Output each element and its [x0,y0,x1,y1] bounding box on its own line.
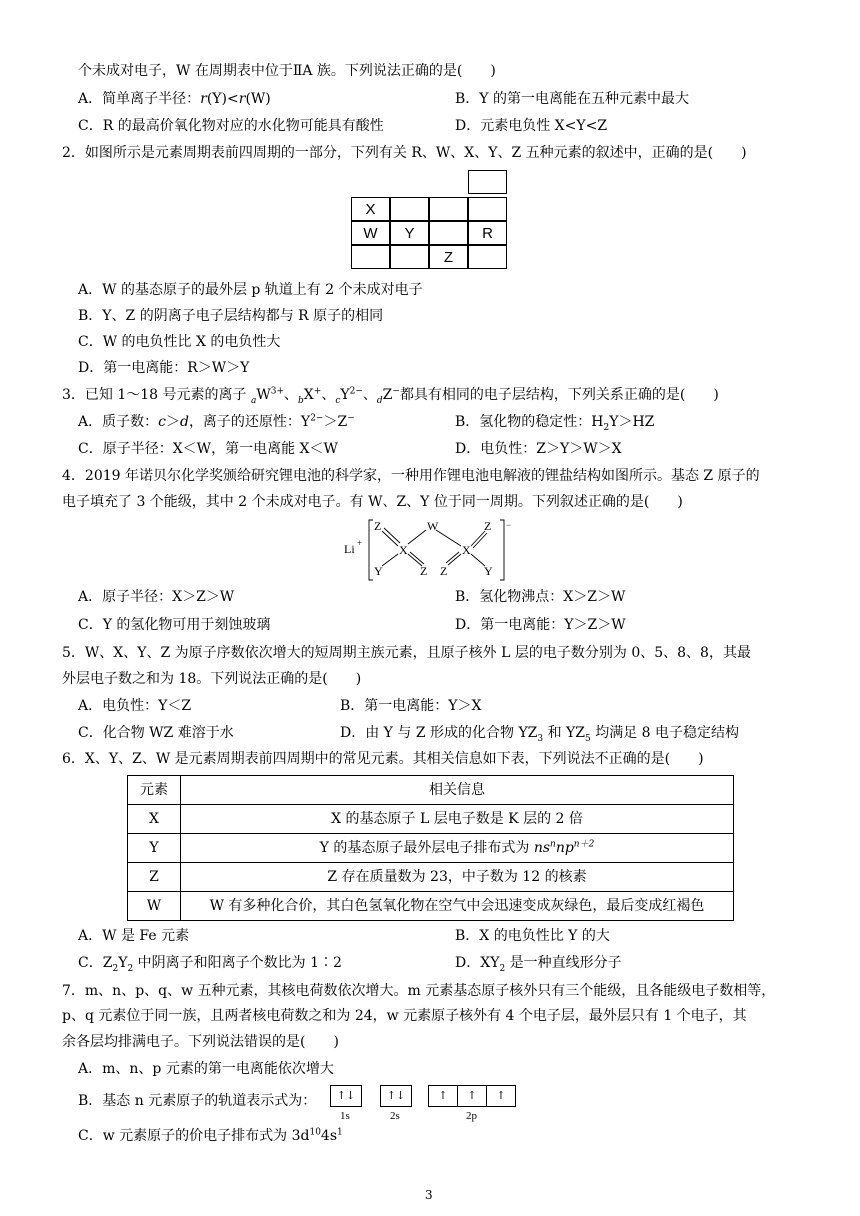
table-row [128,892,734,921]
q4-option-c: C．Y 的氢化物可用于刻蚀玻璃 [78,617,271,633]
q3-option-d: D．电负性：Z＞Y＞W＞X [455,441,622,457]
q6-option-d: D．$XY_2$ 是一种直线形分子 [455,955,622,974]
q6-option-a: A．W 是 Fe 元素 [78,928,190,944]
q5-option-b: B．第一电离能：Y＞X [340,698,482,714]
atom-z-top-right: Z [484,519,492,533]
q1-option-c: C．R 的最高价氧化物对应的水化物可能具有酸性 [78,118,384,134]
q7-stem-line1: 7．m、n、p、q、w 五种元素，其核电荷数依次增大。m 元素基态原子核外只有三个能级，且各能级电子数相等， [62,983,776,999]
table-header-info: 相关信息 [181,776,734,805]
q4-stem-line2: 电子填充了 3 个能级，其中 2 个未成对电子。有 W、Z、Y 位于同一周期。下列叙述正确的是( ) [62,494,683,510]
q3-stem: 3．已知 1～18 号元素的离子 $_aW^{3+}$、$_b$X+、$_cY^{2-}$、$_d$Z−都具有相同的电子层结构，下列关系正确的是( ) [62,386,719,406]
q4-option-b: B．氢化物沸点：X＞Z＞W [455,589,626,605]
q1-option-b: B．Y 的第一电离能在五种元素中最大 [455,91,689,107]
q5-stem-line2: 外层电子数之和为 18。下列说法正确的是( ) [62,671,362,687]
cell-r: R [468,221,507,245]
cell-w: W [351,221,390,245]
q5-option-d: D．由 Y 与 Z 形成的化合物 $YZ_3$ 和 $YZ_5$ 均满足 8 电子稳定结构 [340,725,740,744]
table-cell-element: Y [128,834,181,863]
table-cell-info: Z 存在质量数为 23，中子数为 12 的核素 [181,863,734,892]
q2-option-c: C．W 的电负性比 X 的电负性大 [78,334,281,350]
orbital-box-1s: ↑↓ [330,1085,362,1107]
q2-option-a: A．W 的基态原子的最外层 p 轨道上有 2 个未成对电子 [78,282,423,298]
q2-option-d: D．第一电离能：R＞W＞Y [78,360,250,376]
atom-z-bottom-2: Z [440,564,448,578]
table-row [128,805,734,834]
table-cell-element: X [128,805,181,834]
atom-x-right: X [462,543,471,557]
cell-y: Y [390,221,429,245]
li-charge: + [357,538,363,548]
table-row [128,834,734,863]
page-number: 3 [425,1188,433,1202]
atom-x-left: X [399,543,408,557]
atom-w: W [427,519,439,533]
table-cell-info: W 有多种化合价，其白色氢氧化物在空气中会迅速变成灰绿色，最后变成红褐色 [181,892,734,921]
q2-stem: 2．如图所示是元素周期表前四周期的一部分，下列有关 R、W、X、Y、Z 五种元素的叙述中，正确的是( ) [62,145,747,161]
q7-option-c: C．w 元素原子的价电子排布式为 $3d^{10}4s^1$ [78,1127,343,1144]
q1-option-d: D．元素电负性 X<Y<Z [455,118,608,134]
table-header-row [128,776,734,805]
atom-y-bottom-left: Y [374,564,383,578]
lithium-salt-structure [340,518,520,584]
orbital-label-2s: 2s [390,1110,400,1122]
orbital-label-2p: 2p [466,1110,477,1122]
q5-stem-line1: 5．W、X、Y、Z 为原子序数依次增大的短周期主族元素，且原子核外 L 层的电子数分别为 0、5、8、8，其最 [62,645,751,661]
q7-option-b: B．基态 n 元素原子的轨道表示式为： [78,1093,317,1109]
orbital-box-2p: ↑ ↑ ↑ [428,1085,516,1107]
q3-option-c: C．原子半径：X＜W，第一电离能 X＜W [78,441,338,457]
q5-option-c: C．化合物 WZ 难溶于水 [78,725,234,741]
cell-x: X [351,197,390,221]
orbital-label-1s: 1s [340,1110,350,1122]
q6-stem: 6．X、Y、Z、W 是元素周期表前四周期中的常见元素。其相关信息如下表，下列说法不正确的是( ) [62,751,704,767]
q3-option-a: A．质子数：c＞d，离子的还原性：$Y^{2-}>Z^-$ [78,413,355,430]
atom-z-top-left: Z [374,519,382,533]
q2-option-b: B．Y、Z 的阴离子电子层结构都与 R 原子的相同 [78,308,384,324]
q4-stem-line1: 4．2019 年诺贝尔化学奖颁给研究锂电池的科学家，一种用作锂电池电解液的锂盐结构如图所示。基态 Z 原子的 [62,468,760,484]
q3-option-b: B．氢化物的稳定性：$H_2Y>HZ$ [455,414,655,433]
table-cell-info: Y 的基态原子最外层电子排布式为 $ns^nnp^{n+2}$ [181,834,734,863]
q1-option-a: A．简单离子半径：r(Y)<r(W) [78,91,271,107]
table-cell-element: Z [128,863,181,892]
orbital-box-2s: ↑↓ [380,1085,412,1107]
q6-option-c: C．$Z_2Y_2$ 中阴离子和阳离子个数比为 1∶2 [78,955,342,974]
q4-option-d: D．第一电离能：Y＞Z＞W [455,617,626,633]
atom-y-bottom-right: Y [484,564,493,578]
table-cell-element: W [128,892,181,921]
table-header-element: 元素 [128,776,181,805]
table-cell-info: X 的基态原子 L 层电子数是 K 层的 2 倍 [181,805,734,834]
atom-z-bottom-1: Z [420,564,428,578]
anion-charge: − [506,520,512,530]
periodic-table-fragment [351,170,511,270]
element-info-table [127,775,734,921]
q6-option-b: B．X 的电负性比 Y 的大 [455,928,610,944]
q1-stem: 个未成对电子，W 在周期表中位于ⅡA 族。下列说法正确的是( ) [78,63,496,79]
q5-option-a: A．电负性：Y＜Z [78,698,192,714]
table-row [128,863,734,892]
q4-option-a: A．原子半径：X＞Z＞W [78,589,235,605]
q7-option-a: A．m、n、p 元素的第一电离能依次增大 [78,1061,334,1077]
li-label: Li [344,542,355,556]
cell-z: Z [429,245,468,269]
q7-stem-line2: p、q 元素位于同一族，且两者核电荷数之和为 24，w 元素原子核外有 4 个电子层，最外层只有 1 个电子，其 [62,1008,747,1024]
q7-stem-line3: 余各层均排满电子。下列说法错误的是( ) [62,1034,339,1050]
